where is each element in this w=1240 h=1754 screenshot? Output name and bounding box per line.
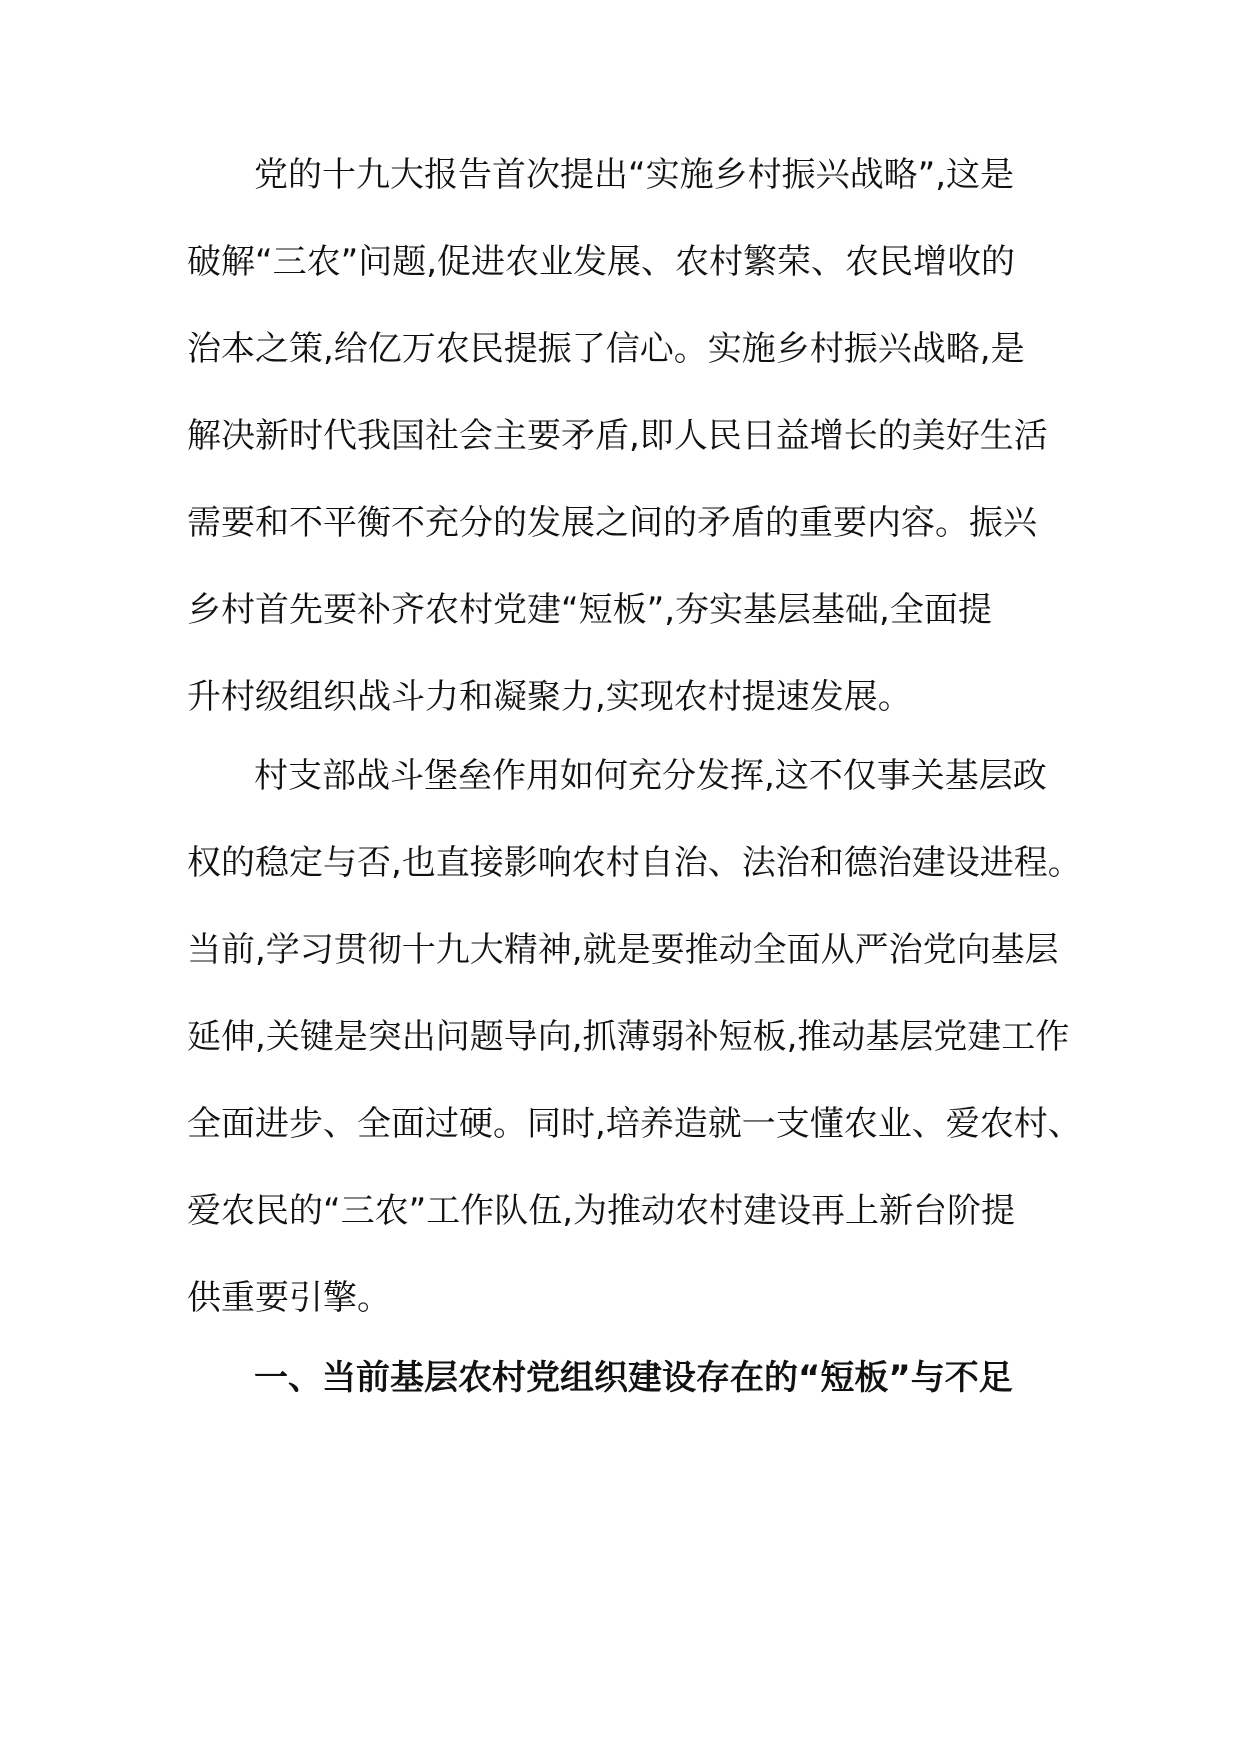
paragraph-2-line-1: 村支部战斗堡垒作用如何充分发挥,这不仅事关基层政 bbox=[254, 756, 1047, 796]
paragraph-1-line-3: 治本之策,给亿万农民提振了信心。实施乡村振兴战略,是 bbox=[187, 329, 1025, 369]
section-heading: 一、当前基层农村党组织建设存在的“短板”与不足 bbox=[254, 1358, 1013, 1398]
paragraph-1-line-4: 解决新时代我国社会主要矛盾,即人民日益增长的美好生活 bbox=[187, 416, 1048, 456]
paragraph-1-line-5: 需要和不平衡不充分的发展之间的矛盾的重要内容。振兴 bbox=[187, 503, 1037, 543]
paragraph-1-line-2: 破解“三农”问题,促进农业发展、农村繁荣、农民增收的 bbox=[187, 242, 1016, 282]
paragraph-2-line-3: 当前,学习贯彻十九大精神,就是要推动全面从严治党向基层 bbox=[187, 930, 1059, 970]
paragraph-2-line-6: 爱农民的“三农”工作队伍,为推动农村建设再上新台阶提 bbox=[187, 1191, 1016, 1231]
paragraph-2-line-7: 供重要引擎。 bbox=[187, 1278, 391, 1318]
paragraph-1-line-1: 党的十九大报告首次提出“实施乡村振兴战略”,这是 bbox=[254, 155, 1015, 195]
paragraph-2-line-5: 全面进步、全面过硬。同时,培养造就一支懂农业、爱农村、 bbox=[187, 1104, 1082, 1144]
paragraph-1-line-7: 升村级组织战斗力和凝聚力,实现农村提速发展。 bbox=[187, 677, 912, 717]
paragraph-2-line-2: 权的稳定与否,也直接影响农村自治、法治和德治建设进程。 bbox=[187, 843, 1082, 883]
paragraph-2-line-4: 延伸,关键是突出问题导向,抓薄弱补短板,推动基层党建工作 bbox=[187, 1017, 1070, 1057]
paragraph-1-line-6: 乡村首先要补齐农村党建“短板”,夯实基层基础,全面提 bbox=[187, 590, 992, 630]
